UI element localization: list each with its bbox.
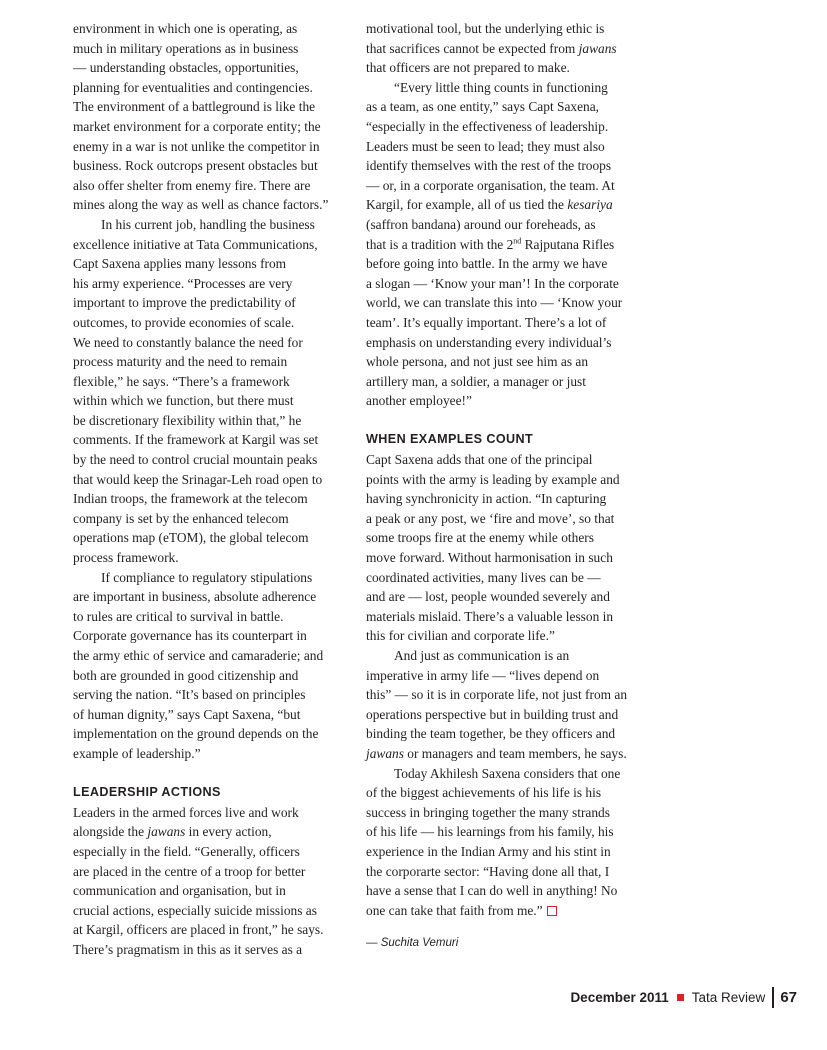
text-run: environment in which one is operating, as bbox=[73, 21, 298, 36]
text-run: as a team, as one entity,” says Capt Saxena, bbox=[366, 99, 600, 115]
italic-term: jawans bbox=[366, 745, 404, 761]
text-run: “especially in the effectiveness of leadership. bbox=[366, 118, 609, 134]
text-run: binding the team together, be they officers and bbox=[366, 726, 616, 742]
text-run: planning for eventualities and contingencies. bbox=[73, 79, 313, 95]
text-run: motivational tool, but the underlying ethic is bbox=[366, 21, 605, 36]
text-run: coordinated activities, many lives can be — bbox=[366, 569, 601, 585]
text-line bbox=[366, 666, 634, 686]
text-line bbox=[366, 19, 634, 39]
text-run: that is a tradition with the 2 bbox=[366, 236, 514, 252]
text-line bbox=[73, 333, 343, 353]
text-run: before going into battle. In the army we have bbox=[366, 256, 608, 272]
text-line bbox=[73, 254, 343, 274]
text-line bbox=[366, 646, 634, 666]
text-line bbox=[73, 920, 343, 940]
text-run: communication and organisation, but in bbox=[73, 883, 286, 899]
text-run: that officers are not prepared to make. bbox=[366, 60, 570, 76]
text-line bbox=[73, 822, 343, 842]
text-line bbox=[366, 215, 634, 235]
text-run: to rules are critical to survival in battle. bbox=[73, 608, 284, 624]
text-line bbox=[366, 137, 634, 157]
text-line bbox=[366, 587, 634, 607]
text-run: of the biggest achievements of his life is his bbox=[366, 785, 602, 801]
text-line bbox=[366, 685, 634, 705]
text-run: — or, in a corporate organisation, the team. At bbox=[366, 177, 615, 193]
text-run: this” — so it is in corporate life, not just from an bbox=[366, 687, 628, 703]
text-line bbox=[73, 58, 343, 78]
text-run: comments. If the framework at Kargil was set bbox=[73, 432, 319, 448]
page-number: 67 bbox=[780, 988, 797, 1006]
text-line bbox=[73, 391, 343, 411]
text-run: the corporarte sector: “Having done all that, I bbox=[366, 863, 610, 879]
text-line bbox=[366, 117, 634, 137]
text-line bbox=[366, 626, 634, 646]
text-run: There’s pragmatism in this as it serves as a bbox=[73, 941, 303, 957]
text-line bbox=[366, 391, 634, 411]
text-line bbox=[73, 548, 343, 568]
text-run: We need to constantly balance the need for bbox=[73, 334, 303, 350]
paragraph-spacer bbox=[73, 764, 343, 784]
text-run: implementation on the ground depends on the bbox=[73, 726, 319, 742]
text-run: that sacrifices cannot be expected from bbox=[366, 40, 579, 56]
text-run: process maturity and the need to remain bbox=[73, 354, 288, 370]
text-run: “Every little thing counts in functioning bbox=[394, 79, 608, 95]
footer-month: December 2011 bbox=[570, 989, 669, 1005]
text-line bbox=[366, 901, 634, 921]
footer-publication: Tata Review bbox=[691, 989, 766, 1005]
text-run: artillery man, a soldier, a manager or just bbox=[366, 373, 586, 389]
text-run: one can take that faith from me.” bbox=[366, 902, 543, 918]
text-run: this for civilian and corporate life.” bbox=[366, 628, 555, 644]
text-line bbox=[73, 430, 343, 450]
text-line bbox=[73, 78, 343, 98]
text-run: market environment for a corporate entity; the bbox=[73, 118, 321, 134]
text-line bbox=[366, 235, 634, 255]
text-run: having synchronicity in action. “In capturing bbox=[366, 491, 607, 507]
text-run: within which we function, but there must bbox=[73, 393, 294, 409]
text-run: If compliance to regulatory stipulations bbox=[101, 569, 313, 585]
text-run: experience in the Indian Army and his stint in bbox=[366, 843, 611, 859]
text-line bbox=[73, 626, 343, 646]
text-line bbox=[366, 274, 634, 294]
text-line bbox=[73, 215, 343, 235]
text-run: by the need to control crucial mountain peaks bbox=[73, 452, 318, 468]
text-run: In his current job, handling the business bbox=[101, 216, 315, 232]
text-run: of human dignity,” says Capt Saxena, “but bbox=[73, 706, 301, 722]
text-run: the army ethic of service and camaraderie; and bbox=[73, 648, 324, 663]
text-line bbox=[73, 19, 343, 39]
text-line bbox=[73, 744, 343, 764]
text-run: his army experience. “Processes are very bbox=[73, 275, 293, 291]
text-line bbox=[366, 822, 634, 842]
text-run: imperative in army life — “lives depend on bbox=[366, 667, 600, 683]
text-run: identify themselves with the rest of the troops bbox=[366, 158, 612, 174]
text-run: Capt Saxena adds that one of the principal bbox=[366, 452, 593, 468]
text-run: (saffron bandana) around our foreheads, as bbox=[366, 216, 596, 232]
text-run: points with the army is leading by example and bbox=[366, 471, 620, 487]
paragraph-spacer bbox=[366, 411, 634, 431]
text-run: some troops fire at the enemy while others bbox=[366, 530, 594, 546]
text-line bbox=[366, 724, 634, 744]
text-line bbox=[73, 117, 343, 137]
text-line bbox=[73, 489, 343, 509]
text-run: company is set by the enhanced telecom bbox=[73, 510, 289, 526]
text-line bbox=[73, 293, 343, 313]
red-square-icon bbox=[677, 994, 684, 1001]
text-line bbox=[366, 509, 634, 529]
text-run: Capt Saxena applies many lessons from bbox=[73, 256, 287, 272]
text-line bbox=[73, 568, 343, 588]
text-line bbox=[366, 39, 634, 59]
text-line bbox=[366, 58, 634, 78]
text-line bbox=[73, 470, 343, 490]
text-line bbox=[73, 862, 343, 882]
text-run: serving the nation. “It’s based on principles bbox=[73, 687, 306, 703]
text-run: much in military operations as in business bbox=[73, 40, 299, 56]
text-run: Kargil, for example, all of us tied the bbox=[366, 197, 568, 213]
text-line bbox=[73, 901, 343, 921]
text-run: world, we can translate this into — ‘Know your bbox=[366, 295, 623, 311]
text-line bbox=[366, 195, 634, 215]
right-column bbox=[366, 19, 634, 954]
text-run: are important in business, absolute adherence bbox=[73, 589, 317, 605]
text-run: be discretionary flexibility within that,” he bbox=[73, 412, 302, 428]
text-line bbox=[73, 97, 343, 117]
text-line bbox=[366, 97, 634, 117]
text-line bbox=[73, 372, 343, 392]
text-line bbox=[73, 940, 343, 960]
text-line bbox=[73, 587, 343, 607]
text-line bbox=[366, 470, 634, 490]
text-run: success in bringing together the many strands bbox=[366, 804, 610, 820]
text-run: operations map (eTOM), the global telecom bbox=[73, 530, 309, 546]
text-line bbox=[366, 842, 634, 862]
text-run: outcomes, to provide economies of scale. bbox=[73, 314, 295, 330]
text-line bbox=[73, 685, 343, 705]
text-line bbox=[73, 137, 343, 157]
text-line bbox=[366, 450, 634, 470]
text-line bbox=[366, 313, 634, 333]
text-run: The environment of a battleground is like the bbox=[73, 99, 316, 115]
text-line bbox=[73, 450, 343, 470]
text-line bbox=[366, 783, 634, 803]
text-run: Indian troops, the framework at the telecom bbox=[73, 491, 308, 507]
text-line bbox=[73, 646, 343, 666]
text-line bbox=[73, 528, 343, 548]
text-line bbox=[73, 352, 343, 372]
text-run: mines along the way as well as chance factors.” bbox=[73, 197, 329, 213]
text-run: enemy in a war is not unlike the competitor in bbox=[73, 138, 320, 154]
text-run: in every action, bbox=[185, 824, 272, 840]
text-line bbox=[73, 411, 343, 431]
text-run: flexible,” he says. “There’s a framework bbox=[73, 373, 290, 389]
text-line bbox=[366, 744, 634, 764]
text-run: at Kargil, officers are placed in front,” he says. bbox=[73, 922, 324, 938]
text-line bbox=[73, 509, 343, 529]
section-heading: WHEN EXAMPLES COUNT bbox=[366, 432, 534, 447]
page-footer bbox=[570, 985, 797, 1009]
text-line bbox=[366, 293, 634, 313]
text-run: — understanding obstacles, opportunities, bbox=[73, 60, 299, 76]
italic-term: kesariya bbox=[567, 197, 613, 213]
text-run: have a sense that I can do well in anything! No bbox=[366, 883, 618, 899]
text-run: another employee!” bbox=[366, 393, 472, 409]
text-line bbox=[366, 803, 634, 823]
text-run: crucial actions, especially suicide missions as bbox=[73, 902, 317, 918]
text-line bbox=[73, 156, 343, 176]
text-run: alongside the bbox=[73, 824, 148, 840]
text-line bbox=[366, 528, 634, 548]
text-line bbox=[366, 548, 634, 568]
text-line bbox=[366, 352, 634, 372]
text-line bbox=[73, 881, 343, 901]
text-line bbox=[73, 724, 343, 744]
text-line bbox=[366, 254, 634, 274]
text-run: Leaders must be seen to lead; they must also bbox=[366, 138, 605, 154]
text-run: operations perspective but in building trust and bbox=[366, 706, 619, 722]
footer-divider bbox=[772, 987, 774, 1008]
text-line bbox=[73, 705, 343, 725]
text-run: And just as communication is an bbox=[394, 648, 570, 663]
text-run: excellence initiative at Tata Communications, bbox=[73, 236, 318, 252]
text-line bbox=[366, 607, 634, 627]
text-run: process framework. bbox=[73, 550, 179, 566]
italic-term: jawans bbox=[147, 824, 186, 840]
text-run: and are — lost, people wounded severely and bbox=[366, 589, 610, 605]
text-line bbox=[73, 803, 343, 823]
text-line bbox=[366, 489, 634, 509]
text-run: business. Rock outcrops present obstacles but bbox=[73, 158, 318, 174]
text-line bbox=[366, 156, 634, 176]
text-line bbox=[366, 176, 634, 196]
text-run: move forward. Without harmonisation in such bbox=[366, 550, 613, 566]
text-line bbox=[73, 235, 343, 255]
text-run: example of leadership.” bbox=[73, 745, 201, 761]
text-run: Leaders in the armed forces live and work bbox=[73, 804, 299, 820]
text-run: both are grounded in good citizenship and bbox=[73, 667, 299, 683]
author-byline: — Suchita Vemuri bbox=[366, 937, 459, 950]
text-run: a peak or any post, we ‘fire and move’, so that bbox=[366, 510, 615, 526]
text-run: that would keep the Srinagar-Leh road open to bbox=[73, 471, 323, 487]
text-line bbox=[366, 78, 634, 98]
superscript: nd bbox=[513, 236, 522, 246]
text-run: Today Akhilesh Saxena considers that one bbox=[394, 765, 621, 781]
text-line bbox=[366, 372, 634, 392]
text-run: materials mislaid. There’s a valuable lesson in bbox=[366, 608, 614, 624]
text-run: Rajputana Rifles bbox=[521, 236, 615, 252]
text-line bbox=[366, 764, 634, 784]
text-line bbox=[73, 666, 343, 686]
text-run: a slogan — ‘Know your man’! In the corporate bbox=[366, 275, 619, 291]
text-line bbox=[73, 842, 343, 862]
text-line bbox=[366, 705, 634, 725]
text-line bbox=[366, 881, 634, 901]
text-line bbox=[366, 568, 634, 588]
text-line bbox=[73, 607, 343, 627]
text-run: especially in the field. “Generally, officers bbox=[73, 843, 300, 859]
text-run: also offer shelter from enemy fire. There are bbox=[73, 177, 311, 193]
text-run: Corporate governance has its counterpart in bbox=[73, 628, 307, 644]
text-line bbox=[366, 862, 634, 882]
text-line bbox=[366, 333, 634, 353]
text-line bbox=[73, 195, 343, 215]
italic-term: jawans bbox=[578, 40, 617, 56]
text-run: important to improve the predictability of bbox=[73, 295, 296, 311]
text-run: are placed in the centre of a troop for better bbox=[73, 863, 306, 879]
text-run: of his life — his learnings from his family, his bbox=[366, 824, 614, 840]
end-of-article-icon bbox=[547, 906, 557, 916]
left-column bbox=[73, 19, 343, 960]
text-run: emphasis on understanding every individual’s bbox=[366, 334, 612, 350]
section-heading: LEADERSHIP ACTIONS bbox=[73, 785, 221, 800]
text-run: whole persona, and not just see him as an bbox=[366, 354, 589, 370]
text-line bbox=[73, 176, 343, 196]
text-line bbox=[73, 274, 343, 294]
text-run: or managers and team members, he says. bbox=[403, 745, 627, 761]
text-run: team’. It’s equally important. There’s a lot of bbox=[366, 314, 607, 330]
text-line bbox=[73, 313, 343, 333]
text-line bbox=[73, 39, 343, 59]
